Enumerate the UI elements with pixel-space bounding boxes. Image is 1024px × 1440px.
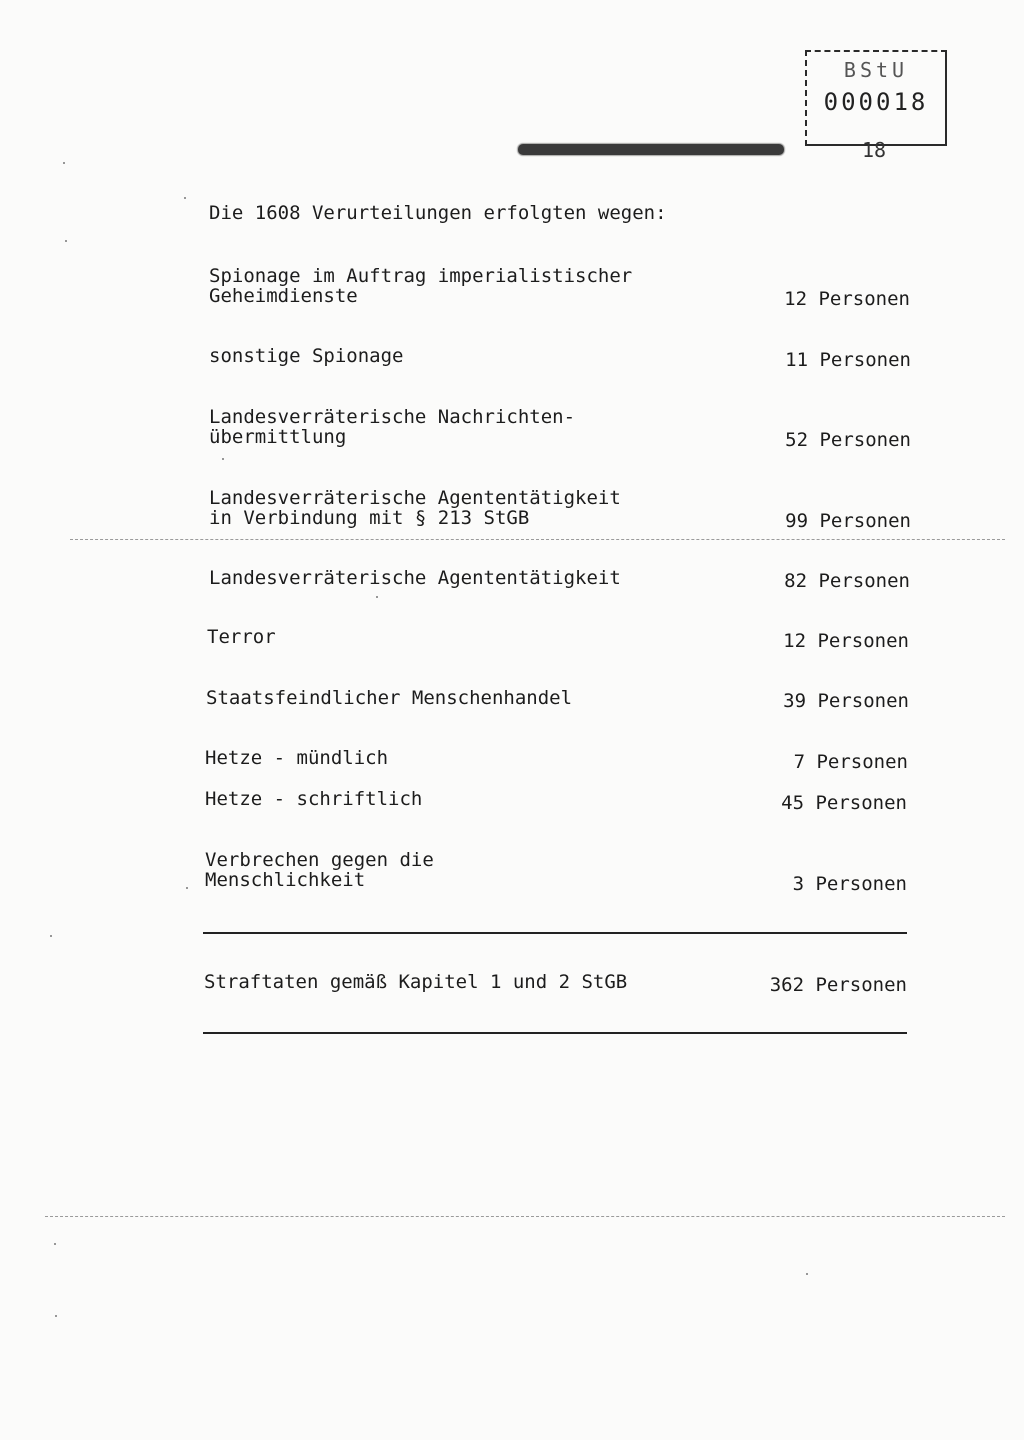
- scan-speck: [222, 458, 224, 460]
- redaction-bar: [518, 144, 784, 155]
- row-label: Geheimdienste: [209, 285, 358, 307]
- row-label: sonstige Spionage: [209, 345, 404, 367]
- row-count: 82 Personen: [784, 570, 910, 592]
- archive-stamp: [805, 50, 947, 146]
- row-count: 3 Personen: [792, 873, 907, 895]
- row-label: Hetze - mündlich: [205, 747, 389, 769]
- scan-speck: [55, 1315, 57, 1317]
- row-count: 12 Personen: [783, 630, 909, 652]
- row-count: 52 Personen: [785, 429, 911, 451]
- fold-line: [70, 539, 1005, 540]
- row-label: Verbrechen gegen die: [205, 849, 434, 871]
- row-label: Staatsfeindlicher Menschenhandel: [206, 687, 573, 709]
- scan-speck: [184, 197, 186, 199]
- row-label: Spionage im Auftrag imperialistischer: [209, 265, 633, 287]
- row-label: Landesverräterische Nachrichten-: [209, 406, 576, 428]
- intro-text: Die 1608 Verurteilungen erfolgten wegen:: [209, 202, 667, 224]
- top-rule: [203, 932, 907, 934]
- scan-speck: [63, 162, 65, 164]
- row-label: Landesverräterische Agententätigkeit: [209, 487, 621, 509]
- row-label: in Verbindung mit § 213 StGB: [209, 507, 530, 529]
- row-count: 99 Personen: [785, 510, 911, 532]
- row-label: Hetze - schriftlich: [205, 788, 423, 810]
- scan-speck: [54, 1243, 56, 1245]
- row-count: 7 Personen: [793, 751, 908, 773]
- scan-speck: [186, 887, 188, 889]
- page-number: 18: [862, 138, 887, 162]
- scan-speck: [376, 596, 378, 598]
- scan-speck: [50, 935, 52, 937]
- row-label: Menschlichkeit: [205, 869, 366, 891]
- row-label: Landesverräterische Agententätigkeit: [209, 567, 621, 589]
- total-label: Straftaten gemäß Kapitel 1 und 2 StGB: [204, 971, 628, 993]
- row-count: 12 Personen: [784, 288, 910, 310]
- total-count: 362 Personen: [769, 974, 907, 996]
- fold-line: [45, 1216, 1005, 1217]
- row-count: 39 Personen: [783, 690, 909, 712]
- row-count: 11 Personen: [785, 349, 911, 371]
- row-label: übermittlung: [209, 426, 347, 448]
- stamp-organization: BStU: [843, 58, 909, 82]
- scan-speck: [65, 240, 67, 242]
- bottom-rule: [203, 1032, 907, 1034]
- row-label: Terror: [207, 626, 276, 648]
- scan-speck: [806, 1273, 808, 1275]
- stamp-number: 000018: [823, 88, 929, 116]
- row-count: 45 Personen: [781, 792, 907, 814]
